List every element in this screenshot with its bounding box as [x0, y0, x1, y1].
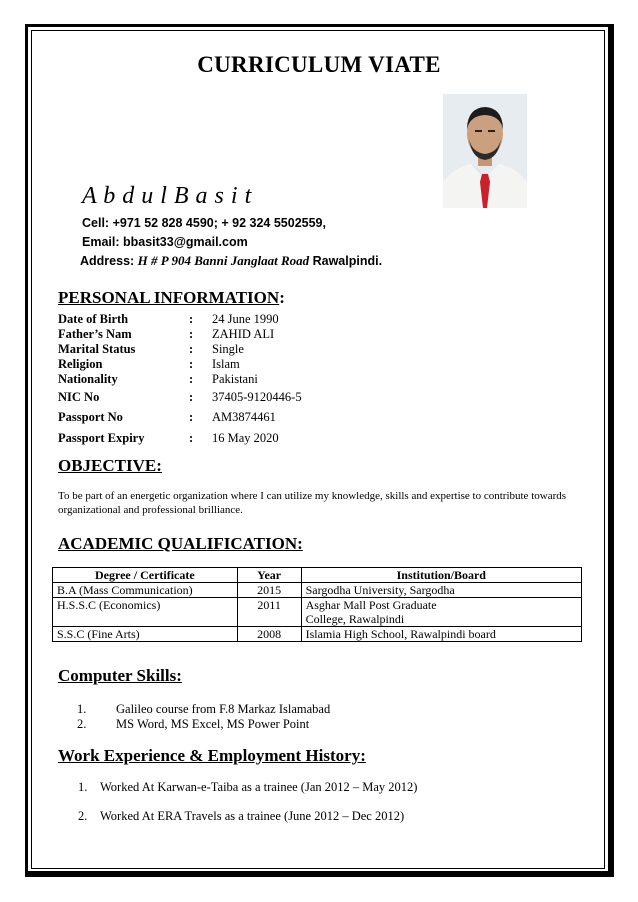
- contact-email: [82, 235, 248, 249]
- address-label: Address:: [80, 254, 135, 268]
- cell-institution: [301, 598, 581, 627]
- cell-degree: H.S.S.C (Economics): [53, 598, 238, 627]
- col-header-institution: Institution/Board: [301, 568, 581, 583]
- section-heading-computer-skills: Computer Skills:: [58, 666, 182, 685]
- pi-colon: :: [189, 410, 194, 424]
- skill-number: 1.: [77, 702, 87, 716]
- section-heading-work-experience: Work Experience & Employment History:: [58, 746, 366, 765]
- work-number: 2.: [78, 809, 88, 823]
- table-row: [53, 627, 582, 642]
- pi-colon: :: [189, 357, 194, 371]
- cell-institution-line1: Asghar Mall Post Graduate: [305, 598, 437, 612]
- pi-label: Marital Status: [58, 342, 136, 356]
- table-header-row: [53, 568, 582, 583]
- cell-institution: Sargodha University, Sargodha: [301, 583, 581, 598]
- skill-number: 2.: [77, 717, 87, 731]
- pi-colon: :: [189, 342, 194, 356]
- cell-label: Cell:: [82, 216, 110, 230]
- col-header-degree: Degree / Certificate: [53, 568, 238, 583]
- pi-value: Single: [212, 342, 244, 356]
- pi-colon: :: [189, 390, 194, 404]
- email-value: bbasit33@gmail.com: [123, 235, 248, 249]
- cell-year: 2011: [237, 598, 301, 627]
- document-title: CURRICULUM VIATE: [197, 52, 441, 77]
- cell-year: 2008: [237, 627, 301, 642]
- pi-label: Passport No: [58, 410, 123, 424]
- address-city: Rawalpindi.: [312, 254, 383, 268]
- pi-value: Islam: [212, 357, 240, 371]
- table-row: [53, 583, 582, 598]
- contact-address: [80, 253, 382, 269]
- pi-label: Date of Birth: [58, 312, 129, 326]
- address-street: H # P 904 Banni Janglaat Road: [137, 253, 310, 268]
- pi-label: NIC No: [58, 390, 100, 404]
- cell-institution-line2: College, Rawalpindi: [305, 612, 405, 626]
- pi-colon: :: [189, 312, 194, 326]
- pi-label: Nationality: [58, 372, 118, 386]
- contact-cell: [82, 216, 326, 230]
- work-item: Worked At Karwan-e-Taiba as a trainee (Jan 2012 – May 2012): [100, 780, 418, 794]
- pi-value: Pakistani: [212, 372, 258, 386]
- col-header-year: Year: [237, 568, 301, 583]
- cell-degree: S.S.C (Fine Arts): [53, 627, 238, 642]
- work-item: Worked At ERA Travels as a trainee (June 2012 – Dec 2012): [100, 809, 405, 823]
- pi-value: AM3874461: [212, 410, 276, 424]
- cell-value: +971 52 828 4590; + 92 324 5502559,: [112, 216, 326, 230]
- section-heading-personal: PERSONAL INFORMATION:: [58, 288, 285, 307]
- skill-item: Galileo course from F.8 Markaz Islamabad: [116, 702, 331, 716]
- email-label: Email:: [82, 235, 120, 249]
- table-row: [53, 598, 582, 627]
- cell-year: 2015: [237, 583, 301, 598]
- pi-colon: :: [189, 372, 194, 386]
- objective-text: To be part of an energetic organization where I can utilize my knowledge, skills and expertise to contribute towards organizational and professional brilliance.: [58, 490, 567, 516]
- pi-value: ZAHID ALI: [212, 327, 275, 341]
- pi-value: 37405-9120446-5: [212, 390, 302, 404]
- pi-label: Religion: [58, 357, 103, 371]
- academic-table: [52, 567, 582, 642]
- section-heading-objective: OBJECTIVE:: [58, 456, 162, 475]
- cell-degree: B.A (Mass Communication): [53, 583, 238, 598]
- candidate-name: A b d u l B a s i t: [82, 183, 252, 209]
- profile-photo: [443, 94, 527, 208]
- pi-value: 16 May 2020: [212, 431, 279, 445]
- pi-label: Passport Expiry: [58, 431, 145, 445]
- skill-item: MS Word, MS Excel, MS Power Point: [116, 717, 310, 731]
- cell-institution: Islamia High School, Rawalpindi board: [301, 627, 581, 642]
- portrait-image: [443, 94, 527, 208]
- pi-value: 24 June 1990: [212, 312, 279, 326]
- pi-label: Father’s Nam: [58, 327, 132, 341]
- work-number: 1.: [78, 780, 88, 794]
- pi-colon: :: [189, 327, 194, 341]
- pi-colon: :: [189, 431, 194, 445]
- section-heading-academic: ACADEMIC QUALIFICATION:: [58, 534, 303, 553]
